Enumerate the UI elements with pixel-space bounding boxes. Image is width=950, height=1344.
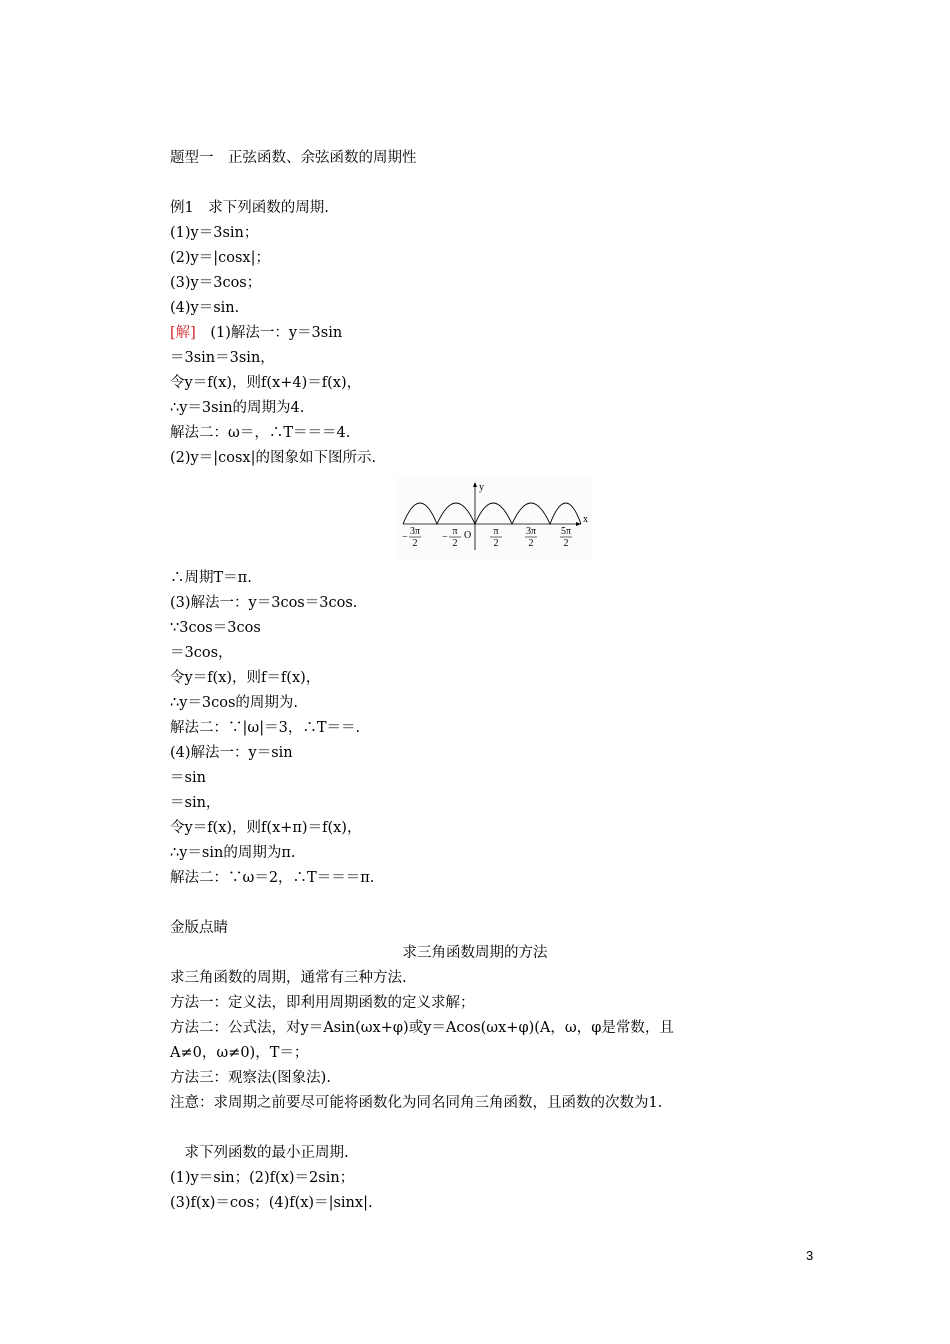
example-heading: 例1 求下列函数的周期. <box>170 200 329 216</box>
solution-line-7: ∴周期T＝π. <box>170 570 252 586</box>
solution-line-17: 令y＝f(x)，则f(x+π)＝f(x)， <box>170 820 362 836</box>
tick-sign: − <box>442 532 448 543</box>
tips-line-2: 方法一：定义法，即利用周期函数的定义求解； <box>170 995 475 1011</box>
solution-line-6: (2)y＝|cosx|的图象如下图所示. <box>170 450 377 466</box>
solution-line-9: ∵3cos＝3cos <box>170 620 261 636</box>
tick-numerator: 3π <box>525 526 537 537</box>
tips-line-3: 方法二：公式法，对y＝Asin(ωx+φ)或y＝Acos(ωx+φ)(A，ω，φ是常数，且 <box>170 1020 674 1036</box>
y-axis-label: y <box>479 482 484 493</box>
origin-label: O <box>464 530 472 541</box>
example-q4: (4)y＝sin. <box>170 300 240 316</box>
tips-line-1: 求三角函数的周期，通常有三种方法. <box>170 970 407 986</box>
solution-line-15: ＝sin <box>170 770 206 786</box>
solution-line-1 <box>170 323 342 343</box>
solution-line-14: (4)解法一：y＝sin <box>170 745 293 761</box>
example-q3: (3)y＝3cos； <box>170 275 262 291</box>
section-title: 题型一 正弦函数、余弦函数的周期性 <box>170 150 417 166</box>
solution-line-11: 令y＝f(x)，则f＝f(x)， <box>170 670 321 686</box>
practice-heading: 求下列函数的最小正周期. <box>170 1145 349 1161</box>
solution-text: (1)解法一：y＝3sin <box>195 325 343 341</box>
tips-heading: 金版点睛 <box>170 920 228 936</box>
solution-line-19: 解法二：∵ω＝2，∴T＝＝＝π. <box>170 870 375 886</box>
solution-line-12: ∴y＝3cos的周期为. <box>170 695 299 711</box>
tips-line-4: A≠0，ω≠0)，T＝； <box>170 1045 309 1061</box>
tick-denominator: 2 <box>452 538 458 549</box>
tips-line-5: 方法三：观察法(图象法). <box>170 1070 331 1086</box>
solution-line-5: 解法二：ω＝，∴T＝＝＝4. <box>170 425 351 441</box>
practice-line-2: (3)f(x)＝cos；(4)f(x)＝|sinx|. <box>170 1195 373 1211</box>
abs-cos-graph <box>395 478 593 560</box>
solution-line-10: ＝3cos， <box>170 645 233 661</box>
tips-line-6: 注意：求周期之前要尽可能将函数化为同名同角三角函数，且函数的次数为1. <box>170 1095 663 1111</box>
solution-line-2: ＝3sin＝3sin， <box>170 350 275 366</box>
tick-denominator: 2 <box>528 538 534 549</box>
tick-denominator: 2 <box>563 538 569 549</box>
tick-numerator: π <box>452 526 458 537</box>
solution-line-4: ∴y＝3sin的周期为4. <box>170 400 305 416</box>
tick-numerator: 5π <box>560 526 572 537</box>
page-number: 3 <box>806 1248 814 1263</box>
solution-line-3: 令y＝f(x)，则f(x+4)＝f(x)， <box>170 375 362 391</box>
example-q1: (1)y＝3sin； <box>170 225 259 241</box>
tick-denominator: 2 <box>493 538 499 549</box>
tick-numerator: π <box>493 526 499 537</box>
solution-tag: [解] <box>170 325 196 341</box>
solution-line-13: 解法二：∵|ω|＝3，∴T＝＝. <box>170 720 361 736</box>
solution-line-8: (3)解法一：y＝3cos＝3cos. <box>170 595 358 611</box>
tips-title: 求三角函数周期的方法 <box>402 945 548 961</box>
x-axis-label: x <box>583 514 588 525</box>
solution-line-18: ∴y＝sin的周期为π. <box>170 845 296 861</box>
tick-denominator: 2 <box>412 538 418 549</box>
solution-line-16: ＝sin， <box>170 795 221 811</box>
tick-sign: − <box>402 532 408 543</box>
practice-line-1: (1)y＝sin；(2)f(x)＝2sin； <box>170 1170 355 1186</box>
tick-numerator: 3π <box>409 526 421 537</box>
example-q2: (2)y＝|cosx|； <box>170 250 270 266</box>
